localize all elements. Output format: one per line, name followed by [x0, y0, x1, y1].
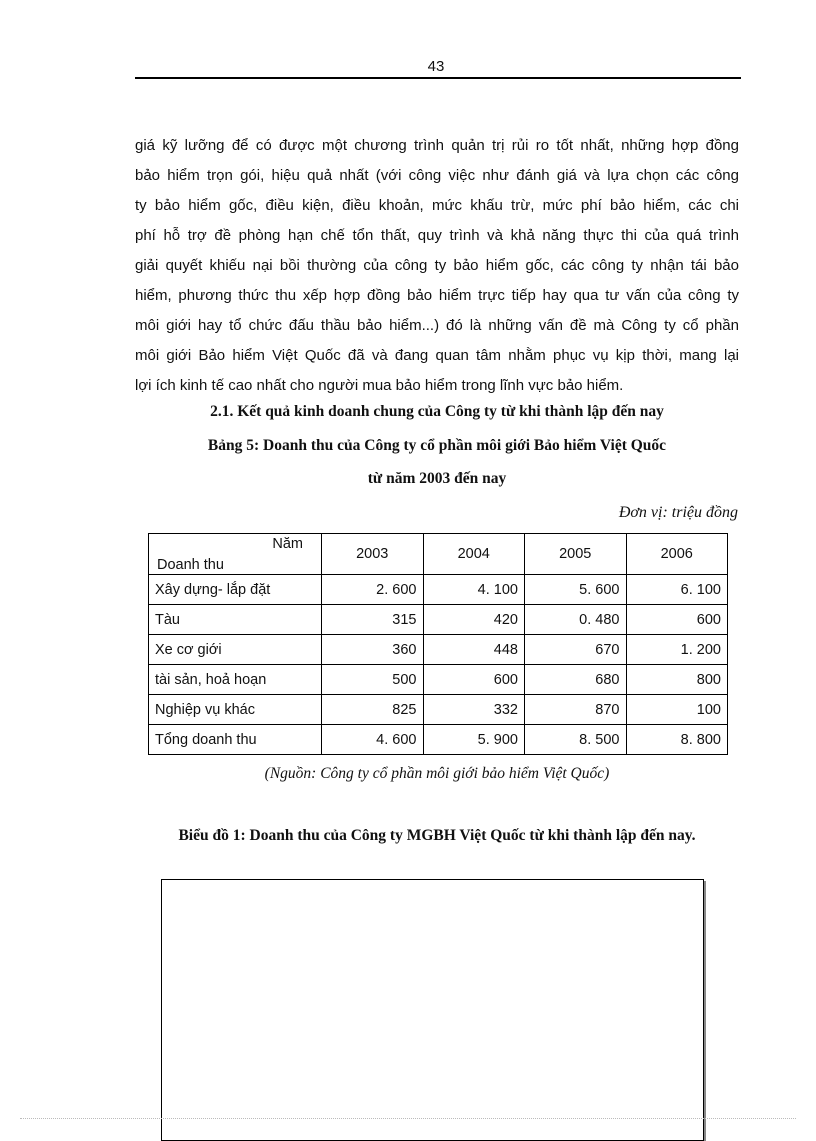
table-cell: 4. 100: [423, 575, 525, 605]
row-label: Xây dựng- lắp đặt: [149, 575, 322, 605]
table-row: [149, 695, 728, 725]
table-cell: 8. 800: [626, 725, 728, 755]
paragraph-line: phí hỗ trợ đề phòng hạn chế tổn thất, quy trình và khả năng thực thi của quá trình: [135, 227, 739, 244]
table-cell: 870: [525, 695, 627, 725]
row-label: Nghiệp vụ khác: [149, 695, 322, 725]
paragraph-line: hiểm, phương thức thu xếp hợp đồng bảo hiểm trực tiếp hay qua tư vấn của công ty: [135, 287, 739, 304]
paragraph-line: giá kỹ lưỡng để có được một chương trình quản trị rủi ro tốt nhất, những hợp đồng: [135, 137, 739, 154]
table-row: [149, 575, 728, 605]
table-cell: 500: [322, 665, 424, 695]
row-label: Xe cơ giới: [149, 635, 322, 665]
year-header: 2004: [423, 534, 525, 575]
table-cell: 5. 900: [423, 725, 525, 755]
table-cell: 2. 600: [322, 575, 424, 605]
year-header: 2003: [322, 534, 424, 575]
year-header: 2005: [525, 534, 627, 575]
table-cell: 5. 600: [525, 575, 627, 605]
corner-year-label: Năm: [272, 536, 303, 552]
chart-frame: [161, 879, 704, 1141]
table-row: [149, 605, 728, 635]
table-row: [149, 635, 728, 665]
chart-title: Biểu đồ 1: Doanh thu của Công ty MGBH Việt Quốc từ khi thành lập đến nay.: [178, 827, 696, 844]
table-cell: 4. 600: [322, 725, 424, 755]
table-title-line2: từ năm 2003 đến nay: [367, 470, 507, 487]
paragraph-line: lợi ích kinh tế cao nhất cho người mua bảo hiểm trong lĩnh vực bảo hiểm.: [135, 377, 624, 394]
table-cell: 360: [322, 635, 424, 665]
row-label: Tàu: [149, 605, 322, 635]
table-cell: 332: [423, 695, 525, 725]
table-cell: 8. 500: [525, 725, 627, 755]
table-cell: 600: [626, 605, 728, 635]
page-bottom-divider: [20, 1118, 796, 1119]
body-paragraph: [135, 131, 739, 401]
table-corner-cell: [149, 534, 322, 575]
table-cell: 600: [423, 665, 525, 695]
header-rule: [135, 77, 741, 79]
table-cell: 100: [626, 695, 728, 725]
paragraph-line: bảo hiểm trọn gói, hiệu quả nhất (với công việc như đánh giá và lựa chọn các công: [135, 167, 739, 184]
table-cell: 6. 100: [626, 575, 728, 605]
corner-revenue-label: Doanh thu: [157, 557, 224, 573]
table-header-row: [149, 534, 728, 575]
year-header: 2006: [626, 534, 728, 575]
page-number: 43: [427, 58, 445, 75]
unit-note: Đơn vị: triệu đồng: [618, 504, 738, 521]
row-label: Tổng doanh thu: [149, 725, 322, 755]
row-label: tài sản, hoả hoạn: [149, 665, 322, 695]
revenue-table: [148, 533, 728, 755]
table-cell: 420: [423, 605, 525, 635]
table-cell: 670: [525, 635, 627, 665]
paragraph-line: môi giới hay tổ chức đấu thầu bảo hiểm...) đó là những vấn đề mà Công ty cổ phần: [135, 317, 739, 334]
paragraph-line: giải quyết khiếu nại bồi thường của công ty bảo hiểm gốc, các công ty nhận tái bảo: [135, 257, 739, 274]
table-row: [149, 665, 728, 695]
section-heading: 2.1. Kết quả kinh doanh chung của Công ty từ khi thành lập đến nay: [210, 403, 664, 420]
table-cell: 800: [626, 665, 728, 695]
paragraph-line: môi giới Bảo hiểm Việt Quốc đã và đang quan tâm nhằm phục vụ kịp thời, mang lại: [135, 347, 739, 364]
table-cell: 680: [525, 665, 627, 695]
table-cell: 1. 200: [626, 635, 728, 665]
table-title: Bảng 5: Doanh thu của Công ty cổ phần môi giới Bảo hiểm Việt Quốc: [207, 437, 667, 454]
paragraph-line: ty bảo hiểm gốc, điều kiện, điều khoản, mức khấu trừ, mức phí bảo hiểm, các chi: [135, 197, 739, 214]
table-cell: 825: [322, 695, 424, 725]
table-cell: 448: [423, 635, 525, 665]
source-note: (Nguồn: Công ty cổ phần môi giới bảo hiểm Việt Quốc): [264, 765, 610, 782]
table-row-total: [149, 725, 728, 755]
table-cell: 0. 480: [525, 605, 627, 635]
table-cell: 315: [322, 605, 424, 635]
